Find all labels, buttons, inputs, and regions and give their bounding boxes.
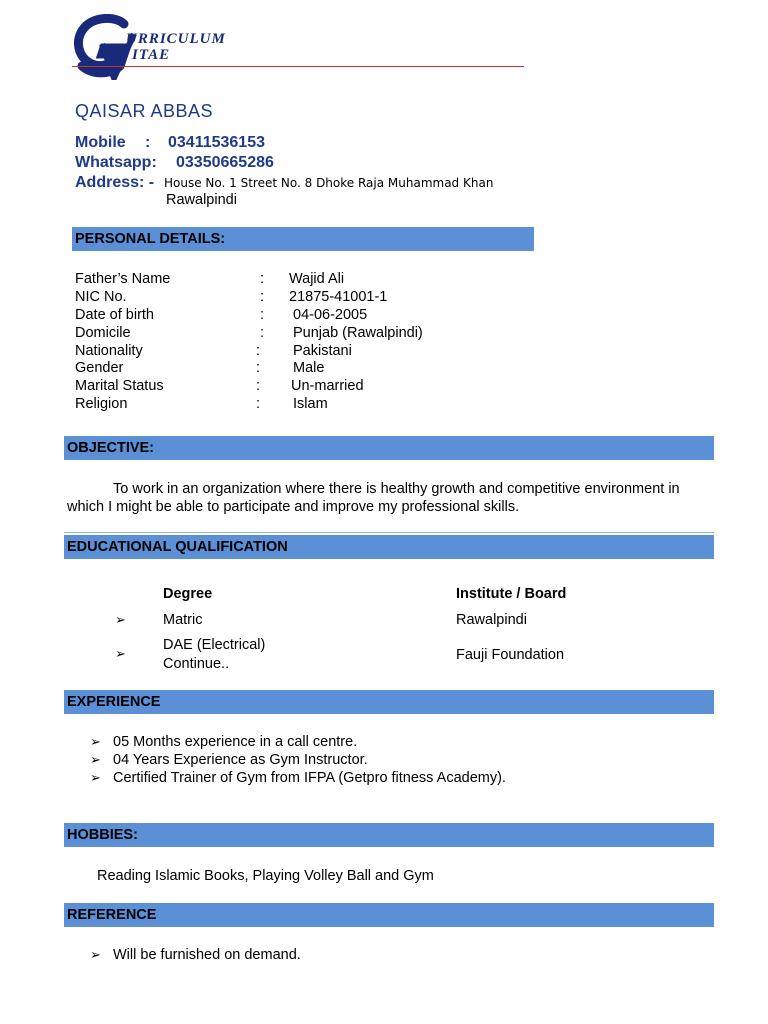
objective-line1: To work in an organization where there is healthy growth and competitive environment in	[113, 481, 680, 497]
arrow-bullet-icon: ➢	[90, 770, 101, 785]
detail-label: NIC No.	[75, 289, 127, 305]
detail-value: Islam	[293, 396, 328, 412]
objective-line2: which I might be able to participate and improve my professional skills.	[67, 499, 520, 515]
detail-colon: :	[260, 289, 265, 305]
detail-label: Religion	[75, 396, 128, 412]
detail-label: Domicile	[75, 325, 131, 341]
arrow-bullet-icon: ➢	[115, 646, 126, 661]
detail-label: Marital Status	[75, 378, 164, 394]
detail-label: Date of birth	[75, 307, 154, 323]
logo-text-urriculum: URRICULUM	[126, 31, 226, 47]
arrow-bullet-icon: ➢	[90, 734, 101, 749]
detail-colon: :	[260, 307, 265, 323]
detail-value: 04-06-2005	[293, 307, 368, 323]
arrow-bullet-icon: ➢	[115, 612, 126, 627]
detail-value: Punjab (Rawalpindi)	[293, 325, 423, 341]
detail-value: Male	[293, 360, 325, 376]
list-item: Will be furnished on demand.	[113, 947, 301, 963]
arrow-bullet-icon: ➢	[90, 947, 101, 962]
mobile-sep: :	[145, 134, 151, 151]
detail-label: Father’s Name	[75, 271, 171, 287]
section-objective: OBJECTIVE:	[64, 436, 714, 460]
edu-institute: Fauji Foundation	[456, 647, 565, 663]
detail-colon: :	[256, 343, 261, 359]
header-rule	[72, 66, 524, 67]
list-item: Certified Trainer of Gym from IFPA (Getpro fitness Academy).	[113, 770, 506, 786]
detail-label: Nationality	[75, 343, 143, 359]
list-item: 05 Months experience in a call centre.	[113, 734, 358, 750]
mobile-row	[75, 134, 265, 152]
candidate-name: QAISAR ABBAS	[75, 101, 214, 121]
edu-col-institute: Institute / Board	[456, 586, 567, 602]
detail-value: Un-married	[291, 378, 364, 394]
mobile-label: Mobile	[75, 134, 126, 151]
detail-colon: :	[256, 360, 261, 376]
detail-value: 21875-41001-1	[289, 289, 388, 305]
detail-label: Gender	[75, 360, 124, 376]
whatsapp-value: 03350665286	[176, 154, 274, 171]
detail-value: Wajid Ali	[289, 271, 345, 287]
address-line1: House No. 1 Street No. 8 Dhoke Raja Muhammad Khan	[164, 176, 494, 190]
edu-institute: Rawalpindi	[456, 612, 527, 628]
detail-colon: :	[256, 378, 261, 394]
divider	[64, 532, 714, 533]
section-education: EDUCATIONAL QUALIFICATION	[64, 535, 714, 559]
detail-colon: :	[260, 325, 265, 341]
hobbies-text: Reading Islamic Books, Playing Volley Ball and Gym	[97, 868, 434, 884]
detail-colon: :	[260, 271, 265, 287]
address-label: Address: -	[75, 174, 155, 191]
detail-value: Pakistani	[293, 343, 352, 359]
edu-degree-status: Continue..	[163, 656, 230, 672]
section-experience: EXPERIENCE	[64, 690, 714, 714]
arrow-bullet-icon: ➢	[90, 752, 101, 767]
detail-colon: :	[256, 396, 261, 412]
section-personal-details: PERSONAL DETAILS:	[72, 227, 534, 251]
whatsapp-label: Whatsapp:	[75, 154, 157, 171]
address-line2: Rawalpindi	[166, 192, 237, 208]
section-reference: REFERENCE	[64, 903, 714, 927]
list-item: 04 Years Experience as Gym Instructor.	[113, 752, 368, 768]
edu-degree: DAE (Electrical)	[163, 637, 266, 653]
whatsapp-row	[75, 154, 274, 172]
mobile-value: 03411536153	[168, 134, 265, 151]
section-hobbies: HOBBIES:	[64, 823, 714, 847]
edu-col-degree: Degree	[163, 586, 213, 602]
edu-degree: Matric	[163, 612, 203, 628]
logo-text-itae: ITAE	[132, 47, 171, 63]
